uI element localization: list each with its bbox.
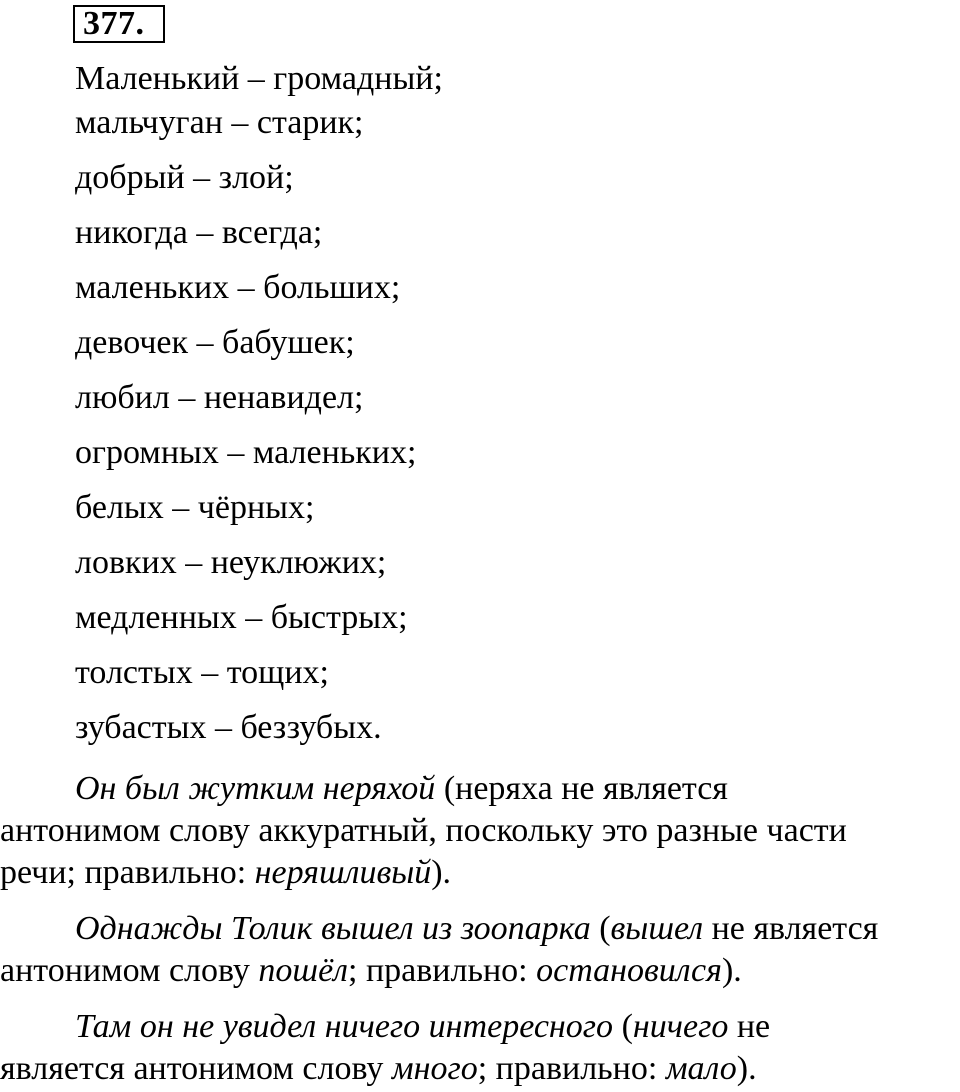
wrong-word: ничего (632, 1008, 729, 1045)
note-text: ). (736, 1050, 757, 1087)
task-number: 377. (73, 5, 165, 43)
note-text: ; правильно: (348, 952, 537, 989)
antonym-pairs-list (75, 62, 443, 766)
correct-answer: остановился (536, 952, 722, 989)
antonym-pair: зубастых – беззубых. (75, 709, 382, 746)
antonym-pair: белых – чёрных; (75, 489, 315, 526)
note-text: ( (590, 910, 611, 947)
antonym-pair: маленьких – больших; (75, 269, 401, 306)
correction-note-3 (0, 1006, 960, 1090)
sentence-phrase: Он был жутким неряхой (75, 770, 436, 807)
reference-word: много (391, 1050, 478, 1087)
correct-answer: неряшливый (254, 854, 432, 891)
correct-answer: мало (665, 1050, 737, 1087)
wrong-word: вышел (610, 910, 704, 947)
antonym-pair: ловких – неуклюжих; (75, 544, 387, 581)
sentence-phrase: Однажды Толик вышел из зоопарка (75, 910, 591, 947)
antonym-pair: огромных – маленьких; (75, 434, 417, 471)
reference-word: пошёл (258, 952, 349, 989)
correction-note-2 (0, 908, 960, 992)
note-text: ). (431, 854, 452, 891)
note-text: является антонимом слову (0, 1050, 392, 1087)
antonym-pair: девочек – бабушек; (75, 324, 355, 361)
antonym-pair: медленных – быстрых; (75, 599, 408, 636)
antonym-pair: Маленький – громадный; (75, 60, 443, 97)
note-text: речи; правильно: (0, 854, 255, 891)
correction-note-1 (0, 768, 960, 894)
note-text: ; правильно: (477, 1050, 666, 1087)
note-text: ( (613, 1008, 633, 1045)
note-text: антонимом слову аккуратный, поскольку это разные части (0, 812, 847, 849)
antonym-pair: никогда – всегда; (75, 214, 323, 251)
note-text: ). (721, 952, 742, 989)
antonym-pair: мальчуган – старик; (75, 104, 364, 141)
note-text: не (728, 1008, 771, 1045)
note-text: антонимом слову (0, 952, 259, 989)
antonym-pair: толстых – тощих; (75, 654, 329, 691)
sentence-phrase: Там он не увидел ничего интересного (75, 1008, 614, 1045)
antonym-pair: добрый – злой; (75, 159, 294, 196)
note-text: не является (703, 910, 879, 947)
note-text: (неряха не является (435, 770, 728, 807)
antonym-pair: любил – ненавидел; (75, 379, 364, 416)
